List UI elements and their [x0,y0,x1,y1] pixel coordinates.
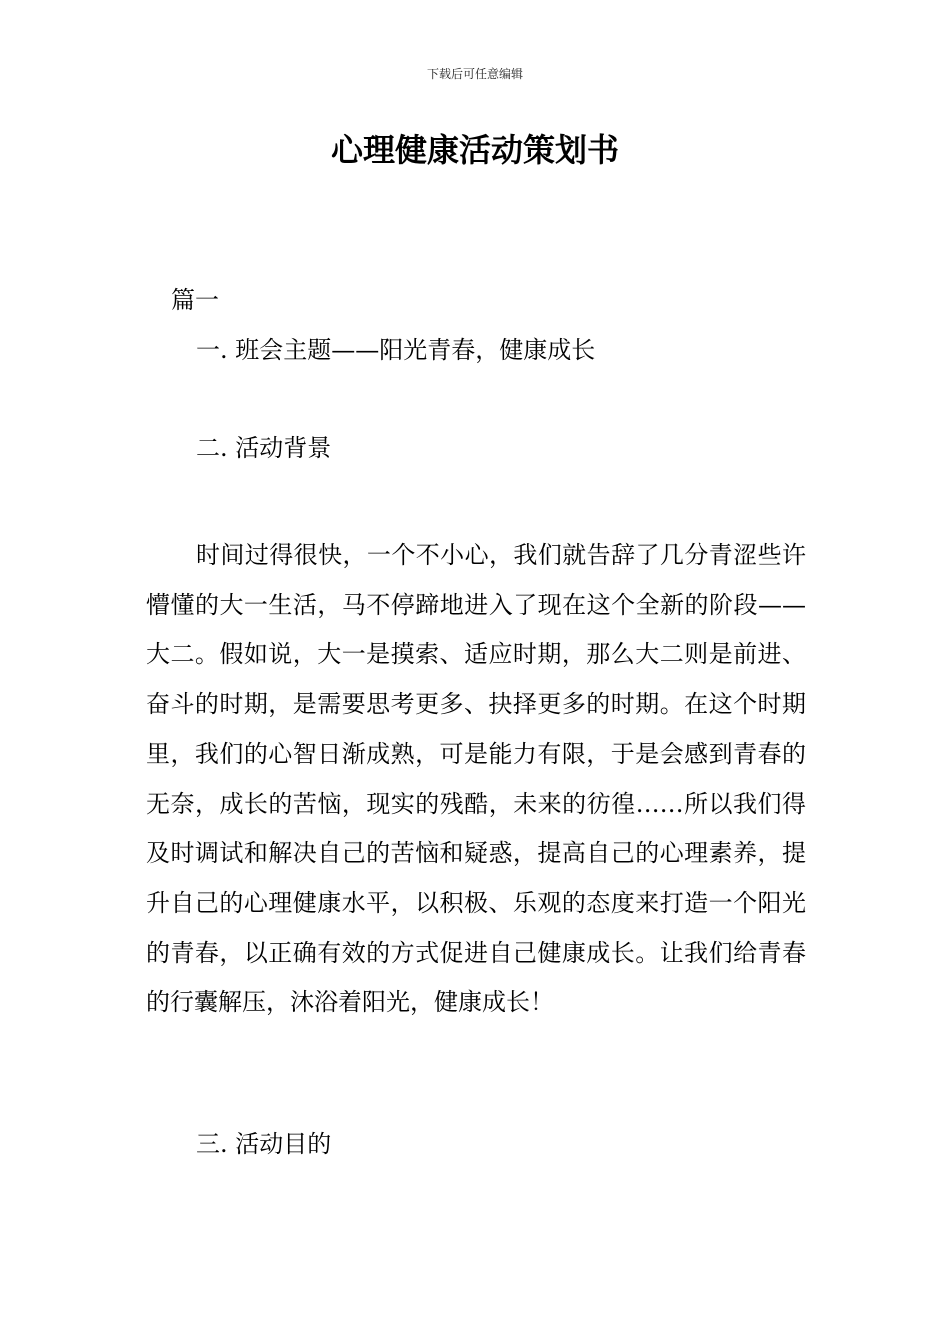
section-heading-theme: 一. 班会主题——阳光青春，健康成长 [196,336,596,364]
document-title: 心理健康活动策划书 [330,131,619,169]
background-paragraph: 时间过得很快，一个不小心，我们就告辞了几分青涩些许懵懂的大一生活，马不停蹄地进入了现在这个全新的阶段——大二。假如说，大一是摸索、适应时期，那么大二则是前进、奋斗的时期，是需要思考更多、抉择更多的时期。在这个时期里，我们的心智日渐成熟，可是能力有限，于是会感到青春的无奈，成长的苦恼，现实的残酷，未来的彷徨……所以我们得及时调试和解决自己的苦恼和疑惑，提高自己的心理素养，提升自己的心理健康水平，以积极、乐观的态度来打造一个阳光的青春，以正确有效的方式促进自己健康成长。让我们给青春的行囊解压，沐浴着阳光，健康成长！ [146,541,806,1017]
part-label: 篇一 [171,286,219,314]
section-heading-background: 二. 活动背景 [196,434,332,462]
section-heading-purpose: 三. 活动目的 [196,1130,332,1158]
header-note: 下载后可任意编辑 [426,67,523,81]
